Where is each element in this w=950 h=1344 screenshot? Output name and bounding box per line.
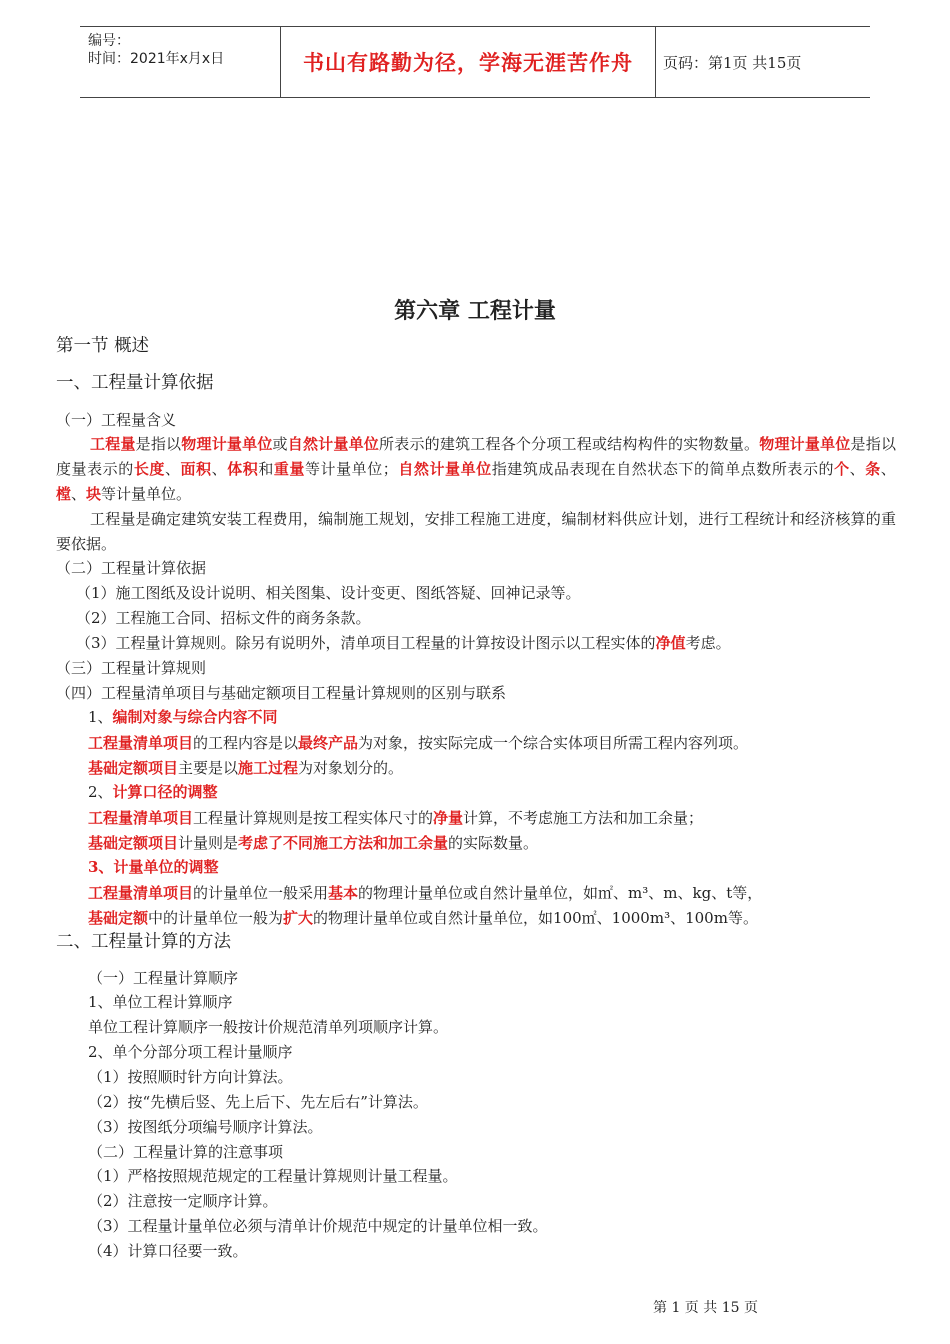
list-item: （1）严格按照规范规定的工程量计算规则计量工程量。: [88, 1167, 458, 1185]
section-title: 第一节 概述: [56, 336, 150, 356]
subheading-3: （三）工程量计算规则: [56, 659, 207, 677]
list-item: （2）工程施工合同、招标文件的商务条款。: [76, 609, 371, 627]
list-item: （3）工程量计量单位必须与清单计价规范中规定的计量单位相一致。: [88, 1217, 548, 1235]
point-text: 工程量清单项目工程量计算规则是按工程实体尺寸的净量计算，不考虑施工方法和加工余量；: [88, 809, 704, 827]
header-meta-cell: [80, 27, 280, 97]
subheading-2: （二）工程量计算依据: [56, 559, 207, 577]
point-text: 基础定额项目主要是以施工过程为对象划分的。: [88, 759, 404, 777]
point-text: 基础定额中的计量单位一般为扩大的物理计量单位或自然计量单位，如100㎡、1000m³、100m等。: [88, 909, 758, 927]
doc-time-label: 时间：2021年x月x日: [88, 51, 225, 67]
point-heading: 2、单个分部分项工程计量顺序: [88, 1043, 293, 1061]
page-header: [80, 26, 870, 98]
point-heading: 3、计量单位的调整: [88, 858, 219, 876]
subheading-1: （一）工程量含义: [56, 411, 177, 429]
point-text: 工程量清单项目的计量单位一般采用基本的物理计量单位或自然计量单位，如㎡、m³、m、kg、t等，: [88, 884, 763, 902]
list-item: （3）工程量计算规则。除另有说明外，清单项目工程量的计算按设计图示以工程实体的净值考虑。: [76, 634, 731, 652]
list-item: （2）注意按一定顺序计算。: [88, 1192, 278, 1210]
subheading-4: （四）工程量清单项目与基础定额项目工程量计算规则的区别与联系: [56, 684, 507, 702]
page-footer: 第 1 页 共 15 页: [653, 1300, 758, 1316]
paragraph-definition: 工程量是指以物理计量单位或自然计量单位所表示的建筑工程各个分项工程或结构构件的实物数量。物理计量单位是指以度量表示的长度、面积、体积和重量等计量单位；自然计量单位指建筑成品表现在自然状态下的简单点数所表示的个、条、樘、块等计量单位。: [56, 435, 896, 503]
heading-1: 一、工程量计算依据: [56, 373, 214, 393]
point-heading: 2、计算口径的调整: [88, 783, 218, 801]
list-item: （4）计算口径要一致。: [88, 1242, 248, 1260]
header-page-info: 页码：第1页 共15页: [663, 53, 802, 72]
point-text: 基础定额项目计量则是考虑了不同施工方法和加工余量的实际数量。: [88, 834, 539, 852]
point-text: 单位工程计算顺序一般按计价规范清单列项顺序计算。: [88, 1018, 449, 1036]
list-item: （3）按图纸分项编号顺序计算法。: [88, 1118, 323, 1136]
point-text: 工程量清单项目的工程内容是以最终产品为对象，按实际完成一个综合实体项目所需工程内容列项。: [88, 734, 749, 752]
subheading: （一）工程量计算顺序: [88, 969, 239, 987]
paragraph-purpose: 工程量是确定建筑安装工程费用，编制施工规划，安排工程施工进度，编制材料供应计划，进行工程统计和经济核算的重要依据。: [56, 510, 896, 553]
list-item: （1）按照顺时针方向计算法。: [88, 1068, 293, 1086]
header-motto: 书山有路勤为径，学海无涯苦作舟: [280, 27, 656, 97]
chapter-title: 第六章 工程计量: [394, 299, 556, 324]
subheading: （二）工程量计算的注意事项: [88, 1143, 284, 1161]
point-heading: 1、单位工程计算顺序: [88, 993, 233, 1011]
point-heading: 1、编制对象与综合内容不同: [88, 708, 278, 726]
list-item: （2）按“先横后竖、先上后下、先左后右”计算法。: [88, 1093, 428, 1111]
heading-2: 二、工程量计算的方法: [56, 932, 231, 952]
list-item: （1）施工图纸及设计说明、相关图集、设计变更、图纸答疑、回神记录等。: [76, 584, 581, 602]
doc-number-label: 编号：: [88, 33, 130, 49]
